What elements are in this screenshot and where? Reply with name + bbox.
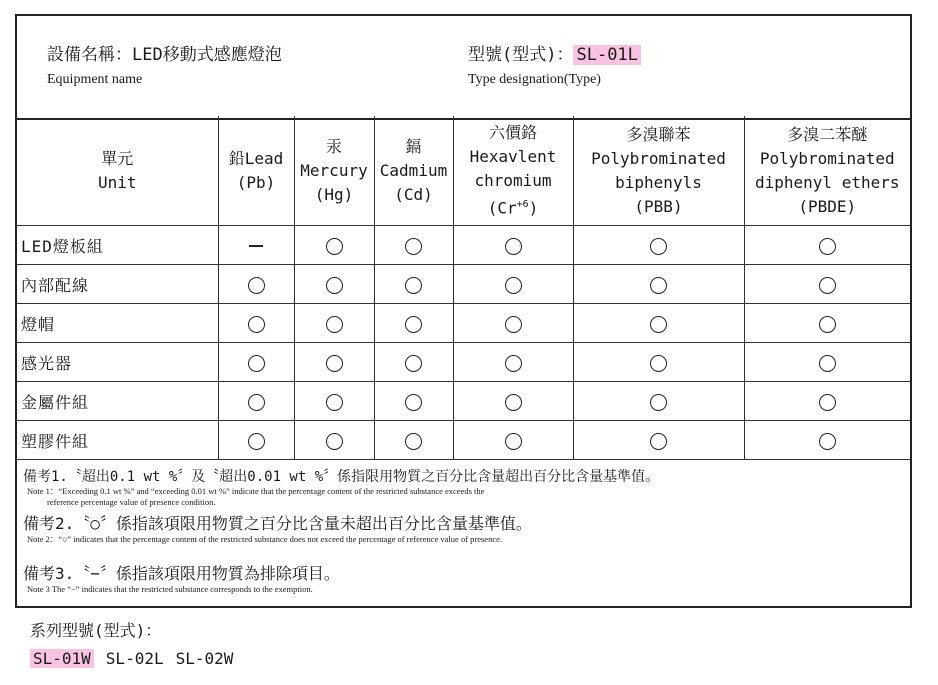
mark-cell bbox=[573, 343, 744, 382]
col-header-cadmium: 鎘 Cadmium (Cd) bbox=[374, 116, 453, 226]
col-header-unit: 單元 Unit bbox=[17, 116, 218, 226]
mark-cell bbox=[374, 421, 453, 460]
equipment-name-cn: 設備名稱：LED移動式感應燈泡 bbox=[47, 45, 282, 65]
col-header-lead: 鉛Lead (Pb) bbox=[218, 116, 294, 226]
mark-cell bbox=[218, 226, 294, 265]
circle-mark-icon bbox=[505, 433, 522, 450]
mark-cell bbox=[573, 382, 744, 421]
mark-cell bbox=[218, 421, 294, 460]
table-row bbox=[17, 382, 910, 421]
series-model: SL-02W bbox=[175, 649, 234, 668]
note-3 bbox=[23, 564, 340, 595]
mark-cell bbox=[744, 226, 910, 265]
mark-cell bbox=[453, 421, 573, 460]
table-header-row bbox=[17, 116, 910, 226]
mark-cell bbox=[453, 304, 573, 343]
circle-mark-icon bbox=[326, 355, 343, 372]
type-designation-en: Type designation(Type) bbox=[468, 72, 601, 87]
mark-cell bbox=[294, 304, 374, 343]
mark-cell bbox=[218, 304, 294, 343]
circle-mark-icon bbox=[650, 277, 667, 294]
mark-cell bbox=[744, 343, 910, 382]
mark-cell bbox=[374, 265, 453, 304]
series-model: SL-01W bbox=[30, 649, 94, 668]
circle-mark-icon bbox=[650, 238, 667, 255]
table-row bbox=[17, 304, 910, 343]
circle-mark-icon bbox=[505, 277, 522, 294]
row-label: 塑膠件組 bbox=[17, 421, 218, 460]
table-row bbox=[17, 343, 910, 382]
circle-mark-icon bbox=[650, 355, 667, 372]
circle-mark-icon bbox=[248, 433, 265, 450]
circle-mark-icon bbox=[505, 355, 522, 372]
circle-mark-icon bbox=[326, 238, 343, 255]
circle-mark-icon bbox=[505, 316, 522, 333]
note-2 bbox=[23, 514, 532, 545]
table-row bbox=[17, 226, 910, 265]
note-2-cn: 備考2.〝○〞係指該項限用物質之百分比含量未超出百分比含量基準值。 bbox=[23, 514, 532, 533]
note-2-en: Note 2：“○” indicates that the percentage content of the restricted substance does not exceed the percentage of reference value of presence. bbox=[27, 534, 502, 544]
header-section bbox=[17, 16, 910, 120]
mark-cell bbox=[218, 343, 294, 382]
row-label: LED燈板組 bbox=[17, 226, 218, 265]
series-model: SL-02L bbox=[105, 649, 164, 668]
mark-cell bbox=[573, 226, 744, 265]
mark-cell bbox=[744, 265, 910, 304]
type-value: SL-01L bbox=[573, 45, 640, 65]
note-1-en-cont: reference percentage value of presence condition. bbox=[47, 497, 216, 507]
mark-cell bbox=[294, 265, 374, 304]
circle-mark-icon bbox=[248, 355, 265, 372]
mark-cell bbox=[453, 343, 573, 382]
note-1 bbox=[23, 468, 659, 508]
circle-mark-icon bbox=[819, 355, 836, 372]
circle-mark-icon bbox=[326, 277, 343, 294]
circle-mark-icon bbox=[248, 277, 265, 294]
circle-mark-icon bbox=[248, 316, 265, 333]
mark-cell bbox=[374, 343, 453, 382]
note-1-cn: 備考1.〝超出0.1 wt %〞及〝超出0.01 wt %〞係指限用物質之百分比含量超出百分比含量基準值。 bbox=[23, 469, 660, 485]
table-body bbox=[17, 226, 910, 460]
circle-mark-icon bbox=[326, 433, 343, 450]
mark-cell bbox=[374, 304, 453, 343]
note-3-en: Note 3 The “−” indicates that the restricted substance corresponds to the exemption. bbox=[27, 584, 313, 594]
circle-mark-icon bbox=[650, 433, 667, 450]
circle-mark-icon bbox=[650, 394, 667, 411]
circle-mark-icon bbox=[326, 316, 343, 333]
mark-cell bbox=[573, 421, 744, 460]
mark-cell bbox=[374, 382, 453, 421]
circle-mark-icon bbox=[405, 394, 422, 411]
mark-cell bbox=[453, 382, 573, 421]
mark-cell bbox=[218, 265, 294, 304]
circle-mark-icon bbox=[819, 238, 836, 255]
circle-mark-icon bbox=[326, 394, 343, 411]
circle-mark-icon bbox=[405, 355, 422, 372]
circle-mark-icon bbox=[819, 277, 836, 294]
col-header-pbde: 多溴二苯醚 Polybrominated diphenyl ethers (PBDE) bbox=[744, 116, 910, 226]
row-label: 燈帽 bbox=[17, 304, 218, 343]
series-label: 系列型號(型式)： bbox=[30, 621, 162, 640]
mark-cell bbox=[744, 421, 910, 460]
note-3-cn: 備考3.〝−〞係指該項限用物質為排除項目。 bbox=[23, 564, 340, 583]
mark-cell bbox=[294, 226, 374, 265]
mark-cell bbox=[294, 382, 374, 421]
table-row bbox=[17, 265, 910, 304]
row-label: 內部配線 bbox=[17, 265, 218, 304]
row-label: 感光器 bbox=[17, 343, 218, 382]
substance-table bbox=[17, 116, 910, 460]
type-designation-block bbox=[468, 44, 641, 90]
circle-mark-icon bbox=[819, 316, 836, 333]
mark-cell bbox=[744, 382, 910, 421]
circle-mark-icon bbox=[405, 277, 422, 294]
col-header-mercury: 汞 Mercury (Hg) bbox=[294, 116, 374, 226]
note-1-en: Note 1：“Exceeding 0.1 wt %” and “exceeding 0.01 wt %” indicate that the percentage content of the restricted substance exceeds the bbox=[27, 486, 485, 496]
mark-cell bbox=[453, 226, 573, 265]
mark-cell bbox=[374, 226, 453, 265]
mark-cell bbox=[453, 265, 573, 304]
equipment-name-block bbox=[47, 44, 282, 90]
mark-cell bbox=[573, 304, 744, 343]
series-model-list bbox=[30, 648, 245, 670]
equipment-name-en: Equipment name bbox=[47, 72, 143, 87]
circle-mark-icon bbox=[505, 394, 522, 411]
circle-mark-icon bbox=[819, 394, 836, 411]
series-models bbox=[30, 620, 245, 670]
col-header-pbb: 多溴聯苯 Polybrominated biphenyls (PBB) bbox=[573, 116, 744, 226]
table-row bbox=[17, 421, 910, 460]
circle-mark-icon bbox=[405, 316, 422, 333]
circle-mark-icon bbox=[248, 394, 265, 411]
circle-mark-icon bbox=[505, 238, 522, 255]
mark-cell bbox=[573, 265, 744, 304]
circle-mark-icon bbox=[405, 238, 422, 255]
dash-mark-icon bbox=[249, 245, 263, 247]
type-label: 型號(型式)： bbox=[468, 45, 574, 65]
row-label: 金屬件組 bbox=[17, 382, 218, 421]
circle-mark-icon bbox=[405, 433, 422, 450]
circle-mark-icon bbox=[650, 316, 667, 333]
mark-cell bbox=[744, 304, 910, 343]
chromium-formula: $(Cr^{+6})$ bbox=[487, 198, 539, 218]
mark-cell bbox=[294, 343, 374, 382]
mark-cell bbox=[218, 382, 294, 421]
circle-mark-icon bbox=[819, 433, 836, 450]
type-designation-cn bbox=[468, 44, 641, 66]
col-header-chromium: 六價鉻 Hexavlent chromium $(Cr^{+6})$ bbox=[453, 116, 573, 226]
mark-cell bbox=[294, 421, 374, 460]
rohs-declaration-frame bbox=[15, 14, 912, 608]
